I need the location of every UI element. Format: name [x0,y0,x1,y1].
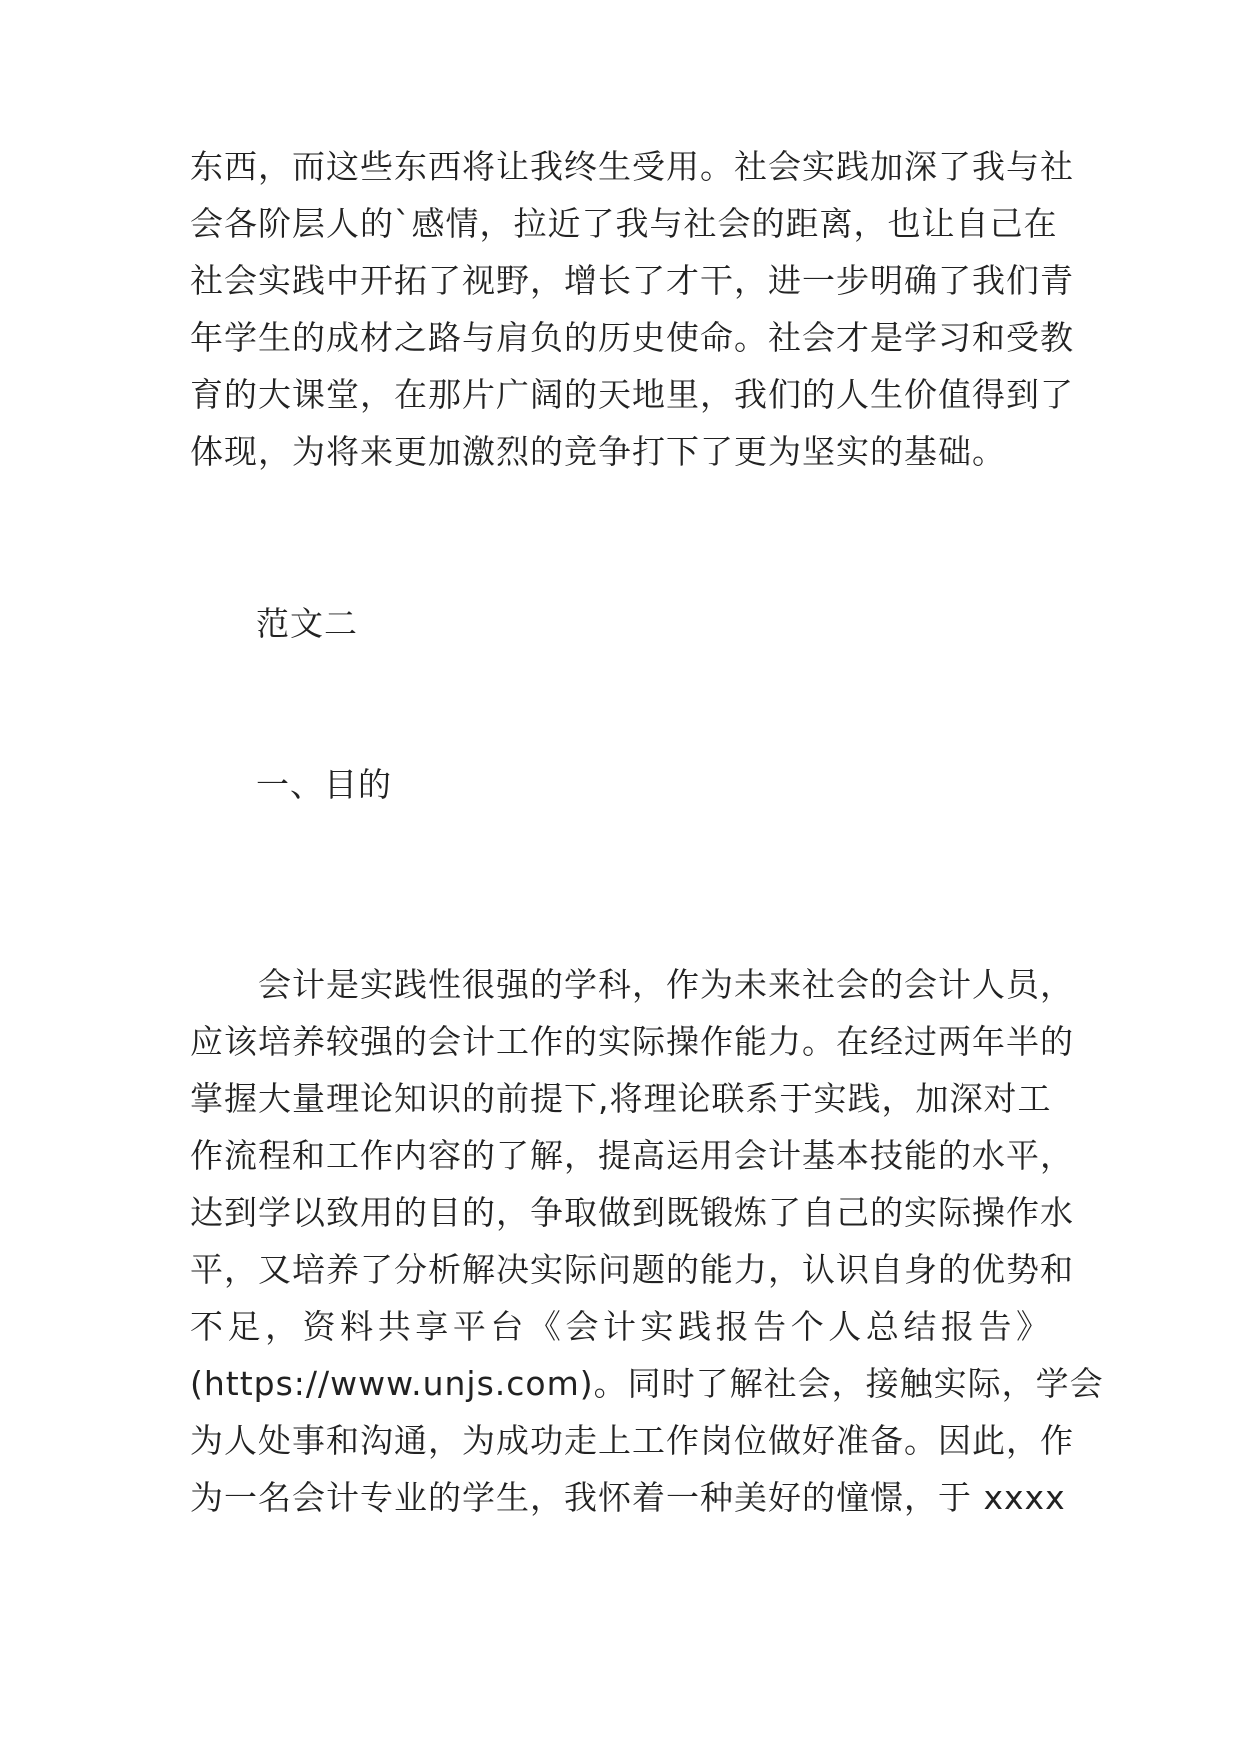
paragraph-line: 达到学以致用的目的，争取做到既锻炼了自己的实际操作水 [190,1193,1074,1232]
paragraph-line: 掌握大量理论知识的前提下,将理论联系于实践，加深对工 [190,1079,1052,1118]
paragraph-line: 为一名会计专业的学生，我怀着一种美好的憧憬，于 xxxx [190,1478,1066,1517]
paragraph-line: (https://www.unjs.com)。同时了解社会，接触实际，学会 [190,1364,1104,1403]
section-title: 范文二 [256,604,358,643]
paragraph-line: 应该培养较强的会计工作的实际操作能力。在经过两年半的 [190,1022,1074,1061]
paragraph-line: 育的大课堂，在那片广阔的天地里，我们的人生价值得到了 [190,375,1074,414]
paragraph-line: 会各阶层人的`感情，拉近了我与社会的距离，也让自己在 [190,204,1058,243]
paragraph-line: 为人处事和沟通，为成功走上工作岗位做好准备。因此，作 [190,1421,1074,1460]
paragraph-line: 体现，为将来更加激烈的竞争打下了更为坚实的基础。 [190,432,1006,471]
paragraph-line: 会计是实践性很强的学科，作为未来社会的会计人员， [190,965,1074,1004]
paragraph-line: 年学生的成材之路与肩负的历史使命。社会才是学习和受教 [190,318,1074,357]
paragraph-line: 社会实践中开拓了视野，增长了才干，进一步明确了我们青 [190,261,1074,300]
paragraph-line: 作流程和工作内容的了解，提高运用会计基本技能的水平， [190,1136,1074,1175]
subheading: 一、目的 [256,765,392,804]
paragraph-line: 东西，而这些东西将让我终生受用。社会实践加深了我与社 [190,147,1074,186]
paragraph-line: 不足，资料共享平台《会计实践报告个人总结报告》 [190,1307,1050,1346]
paragraph-line: 平，又培养了分析解决实际问题的能力，认识自身的优势和 [190,1250,1074,1289]
